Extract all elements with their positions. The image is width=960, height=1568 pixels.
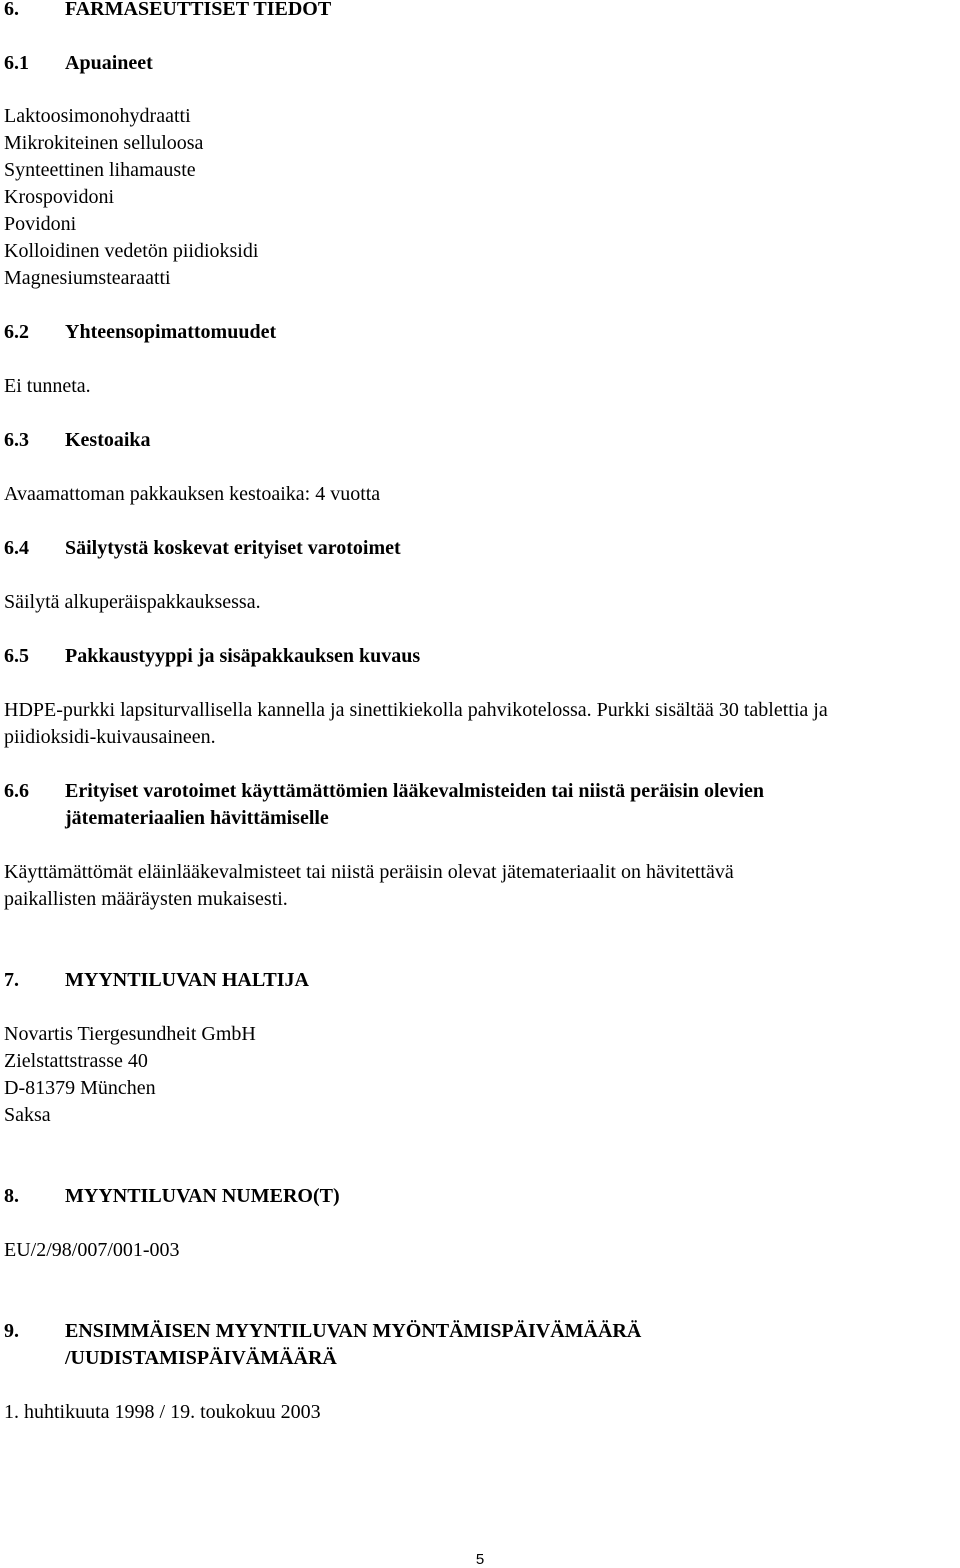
section-7-heading [4,967,309,994]
section-9-heading-continued: /UUDISTAMISPÄIVÄMÄÄRÄ [65,1347,337,1369]
section-number: 7. [4,969,19,991]
section-number: 6.3 [4,429,29,451]
section-title: Yhteensopimattomuudet [65,321,277,343]
excipient-item: Laktoosimonohydraatti [4,105,191,127]
section-6-5-text-line: piidioksidi-kuivausaineen. [4,726,216,748]
section-6-3-heading [4,427,151,454]
section-8-heading [4,1183,340,1210]
section-number: 6.6 [4,780,29,802]
excipient-item: Mikrokiteinen selluloosa [4,132,204,154]
section-6-4-heading [4,535,401,562]
holder-address-line: Novartis Tiergesundheit GmbH [4,1023,256,1045]
section-title: Kestoaika [65,429,151,451]
holder-address-line: D-81379 München [4,1077,156,1099]
excipient-item: Kolloidinen vedetön piidioksidi [4,240,259,262]
section-title: ENSIMMÄISEN MYYNTILUVAN MYÖNTÄMISPÄIVÄMÄÄRÄ [65,1320,642,1342]
holder-address-line: Saksa [4,1104,51,1126]
section-number: 6.4 [4,537,29,559]
section-9-text: 1. huhtikuuta 1998 / 19. toukokuu 2003 [4,1401,321,1423]
section-title: Apuaineet [65,52,153,74]
section-9-heading [4,1318,641,1345]
section-title: MYYNTILUVAN NUMERO(T) [65,1185,340,1207]
section-6-5-text-line: HDPE-purkki lapsiturvallisella kannella ja sinettikiekolla pahvikotelossa. Purkki sisältää 30 tablettia ja [4,699,828,721]
page-number: 5 [475,1551,485,1568]
section-number: 9. [4,1320,19,1342]
section-title: Erityiset varotoimet käyttämättömien lääkevalmisteiden tai niistä peräisin olevien [65,780,764,802]
holder-address-line: Zielstattstrasse 40 [4,1050,148,1072]
section-6-1-heading [4,50,153,77]
section-number: 6. [4,0,19,20]
section-6-6-heading [4,778,764,805]
section-6-2-text: Ei tunneta. [4,375,91,397]
excipient-item: Synteettinen lihamauste [4,159,196,181]
section-title: Pakkaustyyppi ja sisäpakkauksen kuvaus [65,645,421,667]
section-number: 6.1 [4,52,29,74]
section-6-3-text: Avaamattoman pakkauksen kestoaika: 4 vuotta [4,483,381,505]
excipient-item: Krospovidoni [4,186,114,208]
section-8-text: EU/2/98/007/001-003 [4,1239,180,1261]
section-number: 6.2 [4,321,29,343]
excipient-item: Magnesiumstearaatti [4,267,171,289]
section-6-heading [4,0,331,23]
section-6-2-heading [4,319,276,346]
section-title: MYYNTILUVAN HALTIJA [65,969,309,991]
section-6-4-text: Säilytä alkuperäispakkauksessa. [4,591,261,613]
excipient-item: Povidoni [4,213,77,235]
section-title: FARMASEUTTISET TIEDOT [65,0,332,20]
section-6-6-text-line: Käyttämättömät eläinlääkevalmisteet tai niistä peräisin olevat jätemateriaalit on hävitettävä [4,861,734,883]
section-number: 8. [4,1185,19,1207]
section-number: 6.5 [4,645,29,667]
section-6-6-text-line: paikallisten määräysten mukaisesti. [4,888,288,910]
section-6-5-heading [4,643,420,670]
section-6-6-heading-continued: jätemateriaalien hävittämiselle [65,807,329,829]
section-title: Säilytystä koskevat erityiset varotoimet [65,537,401,559]
